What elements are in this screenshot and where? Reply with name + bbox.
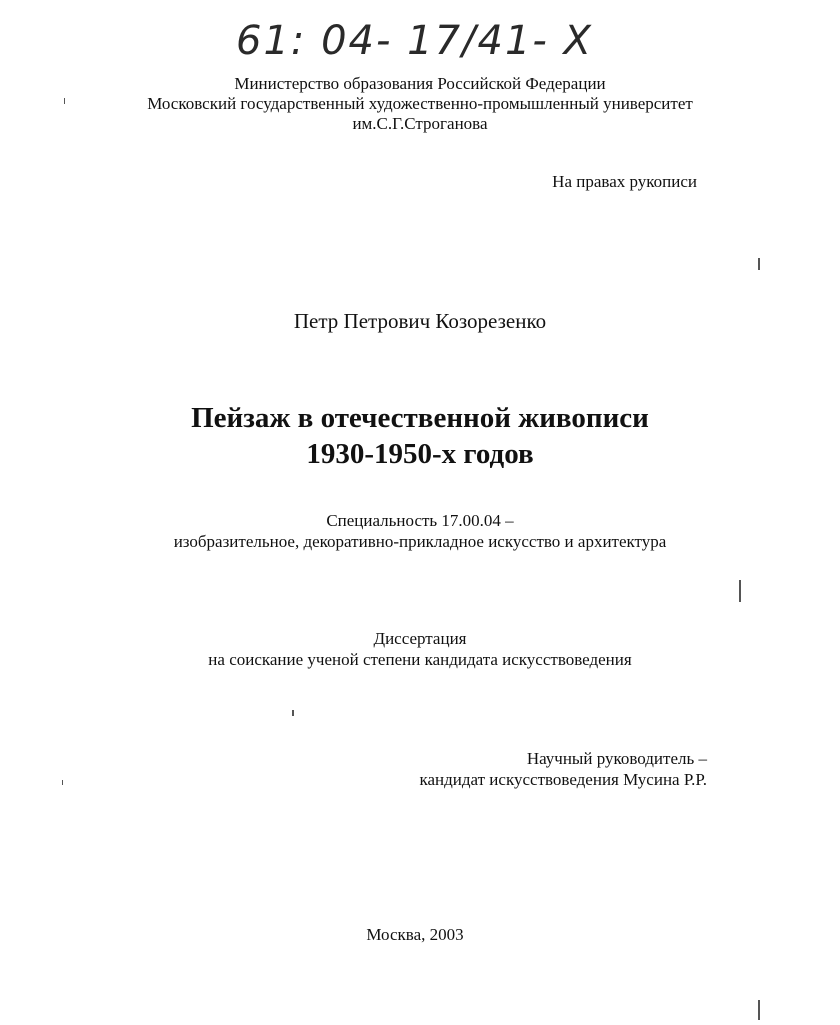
supervisor-label: Научный руководитель – — [526, 749, 707, 768]
handwritten-code: 61: 04- 17/41- X — [236, 18, 593, 64]
scan-mark — [64, 98, 65, 104]
thesis-title-line1: Пейзаж в отечественной живописи — [191, 402, 649, 434]
scan-mark — [292, 710, 294, 716]
scan-mark — [758, 258, 760, 270]
supervisor-name: кандидат искусствоведения Мусина Р.Р. — [419, 770, 707, 789]
thesis-title-line2: 1930-1950-х годов — [306, 438, 534, 470]
author-name: Петр Петрович Козорезенко — [293, 309, 547, 333]
specialty-name: изобразительное, декоративно-прикладное искусство и архитектура — [173, 532, 667, 551]
handwritten-catalog-number — [232, 10, 593, 65]
named-after-line: им.С.Г.Строганова — [352, 114, 488, 133]
university-line: Московский государственный художественно-промышленный университет — [147, 94, 693, 113]
city-year: Москва, 2003 — [366, 925, 464, 944]
ministry-line: Министерство образования Российской Федерации — [234, 74, 606, 93]
degree-line: на соискание ученой степени кандидата искусствоведения — [208, 650, 632, 669]
rights-note: На правах рукописи — [552, 172, 697, 191]
specialty-code: Специальность 17.00.04 – — [326, 511, 514, 530]
scan-mark — [62, 780, 63, 785]
dissertation-label: Диссертация — [373, 629, 467, 648]
scan-mark — [758, 1000, 760, 1020]
scan-mark — [739, 580, 741, 602]
